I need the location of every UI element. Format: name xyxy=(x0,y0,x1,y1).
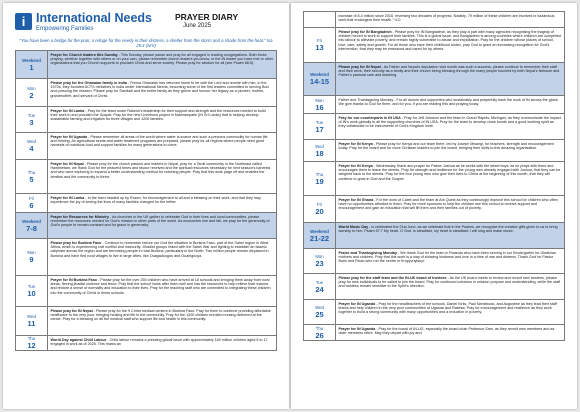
date-cell xyxy=(16,213,48,238)
day-name: Weekend xyxy=(310,228,329,234)
prayer-title: Prayer for Church leaders this Sunday xyxy=(50,52,118,57)
day-number: 16 xyxy=(315,102,324,112)
diary-row xyxy=(15,51,277,79)
day-name: Thu xyxy=(27,169,36,175)
prayer-text xyxy=(336,249,564,273)
prayer-text xyxy=(336,140,564,161)
prayer-body: - Continue to remember before our God the situation in Burkina Faso, part of the Sahel region in West Africa, which is experiencing civil conflict and insecurity. Jihadist groups linked with the Sahel War and fighting to establish an Islamic caliphate across the region and are terrorising people in rural Burkina, particularly in the North. Two million people remain displaced in Burkina and have fled rural villages to live in large cities, like Ouagadougou and Ouahigouya. xyxy=(50,240,269,258)
day-name: Weekend xyxy=(22,57,41,63)
brand-name: International Needs xyxy=(36,11,152,25)
prayer-body: - Wednesday, thank and prayer for Pastor Joshua as he works with the street boys, as he prays with them and encourages them to leave the streets. Pray for strength and resilience for the young men already engaged with Joshua, that they can be weighed back to the streets. Pray for the four young men who give their lives to Christ at the beginning of this month, that they will continue to grow in God and the Gospel. xyxy=(338,163,561,181)
diary-row xyxy=(303,300,565,325)
diary-row xyxy=(303,325,565,341)
prayer-body: - Prema Ghanaian has returned home to be with the Lord and reunite with him, in the 1970s, they founded ACTS ministries in India under International Needs, becoming some of the first leaders committed to serving Bod and pursuing the mission. Please pray for Sanibati and the entire family as they grieve and honour her legacy as a pioneer, mother, grandmother, and servant of Christ. xyxy=(50,80,269,98)
prayer-title: Pray for our counterparts in IN USA xyxy=(338,115,401,120)
prayer-body: - Child labour remains a pressing global issue with approximately 160 million children aged 5 to 17 engaged in work as of 2025. This marks an xyxy=(50,337,268,346)
diary-row xyxy=(303,96,565,114)
day-number: 6 xyxy=(29,201,34,210)
prayer-text xyxy=(336,274,564,299)
prayer-body: - Please remember all areas of the world where water is scarce and such a precious commodity for human life and thriving. As agricultural seeds and water treatment programs are prepared, please pray for all regions where people need good harvests of nutritious food and support families for many generations to come. xyxy=(50,134,268,148)
prayer-body: - As Father and Nepal's deputation visit month was such a success, please continue to remember their staff and their work, their security as a family and their church being blessing through the many people touched by both Nepal's Network and Father's pastoral care and teaching. xyxy=(338,64,560,78)
prayer-text xyxy=(336,196,564,222)
prayer-text xyxy=(336,28,564,62)
prayer-title: World Music Day xyxy=(338,224,369,229)
page-right xyxy=(291,3,577,409)
day-name: Fri xyxy=(316,202,322,207)
prayer-text xyxy=(336,114,564,139)
prayer-body: - Pray for the board of IN-UG, especially the board chair Professor Sam, as they recruit new members and as older members retire. May they depart with joy and xyxy=(338,326,555,335)
diary-row xyxy=(15,79,277,107)
prayer-body: - Please pray for the church pastors and leaders in Nepal, pray for a Tamil community in the Northeast called Hawtinetam, we thank God for the peaceful times and favour received and the spiritual resources necessary for next season's harvests and who were exploring to expand a better understanding method for reaching people. Pray that this work page off and enables the families and the community to thrive. xyxy=(50,161,271,179)
day-name: Thu xyxy=(315,325,324,331)
prayer-title: Prayer for IN Uganda xyxy=(338,301,376,306)
prayer-body: - Please pray for the over 250 children who have arrived at 18 schools and bringing them away from rural areas, fleeing jihadist violence and terror. Pray that the school looks after them well and has the resources to help relieve their trauma and restore a sense of normality and education to their lives. Pray for the teaching staff who are committed to integrating these children into the community of Christ in these schools. xyxy=(50,277,271,295)
page-title: PRAYER DIARY xyxy=(175,12,239,22)
prayer-title: Praise and Thanksgiving Monday xyxy=(338,250,397,255)
date-cell xyxy=(304,325,336,340)
diary-row xyxy=(303,114,565,140)
page-left xyxy=(3,3,289,409)
day-number: 18 xyxy=(315,148,324,158)
prayer-text xyxy=(48,79,276,106)
prayer-text xyxy=(336,325,564,340)
prayer-text xyxy=(336,12,564,27)
prayer-text xyxy=(48,307,276,335)
date-cell xyxy=(16,336,48,350)
prayer-title: Prayer for IN Burkina Faso xyxy=(50,277,98,282)
prayer-title: Prayer for IN Lanka xyxy=(50,195,85,200)
prayer-body: - In the town headed up by Rosen, for encouragement to all and a blessing on their work, and that they may experience the joy of seeing the lives of many families changed for the better. xyxy=(50,195,261,204)
date-cell xyxy=(16,276,48,306)
prayer-body: - We thank God for the team in Rwanda who have been serving in our Kindergarten for Ukrainian mothers and children. Pray that this work is a way of showing kindness and love in a time of war and distress. Thank God for Pastor Boris and Paulo who run the centre in Kropyvnytskyi. xyxy=(338,250,557,264)
prayer-title: Prayer for IN Nepal xyxy=(50,161,84,166)
prayer-title: Prayer for IN Lanka xyxy=(50,108,85,113)
diary-row xyxy=(15,107,277,133)
prayer-body: - This Sunday, please pause and pray for all engaged in leading congregations. Both those praying, whether together with others or on your own, please remember church leaders you know, or the IN leader you have met or other organisations that you Church supports to proclaim Christ and serve society. Please pray for wisdom for all (see Psalm 68:5). xyxy=(50,52,274,66)
date-cell xyxy=(16,194,48,212)
day-name: Weekend xyxy=(22,218,41,224)
prayer-body: - Please pray for IN Bangladesh, as they play a part with many agencies recognising the tragedy of children forced to work to support their families. This is a global issue, and Bangladesh is among countries where children are compelled into labour to alleviate poverty, and remain highly vulnerable to abuse and exploitation. Pray for the children whose places of school, love, care, safety and growth. For all those who have their childhood stolen, pray God to grant an increasing recognition for God's intervention, that they may be embraced and cared for by others. xyxy=(338,29,561,51)
day-name: Thu xyxy=(27,336,36,341)
brand-tagline: Empowering Families xyxy=(36,26,94,32)
date-cell xyxy=(16,51,48,78)
prayer-body: - Pray for Jeff Johnson and the team in Grand Rapids, Michigan, as they communicate the impact of IN's work globally to all the supporting churches of IN USA. Pray for the team to develop close bonds and a good working spirit as they collaborate to be instruments of God's Kingdom work. xyxy=(338,115,561,129)
day-number: 14-15 xyxy=(309,77,330,86)
diary-row xyxy=(303,63,565,96)
prayer-text xyxy=(48,107,276,132)
day-number: 2 xyxy=(29,90,34,100)
prayer-body: - Pray for the team under Rakesh's leadership for their support and strength and the resources needed to build their work in and proclaim the Gospel. Pray for the new Livelihood project in Mannampalle (IN Sri Lanka) that is helping develop sustainable farming and irrigation for three villages and 1200 families. xyxy=(50,108,266,122)
diary-row xyxy=(15,133,277,160)
date-cell xyxy=(304,249,336,273)
page-date: June 2025 xyxy=(183,23,212,29)
prayer-title: Please pray for the staff team and the IN-UK board of trustees xyxy=(338,275,447,280)
day-name: Tue xyxy=(315,119,324,125)
day-number: 24 xyxy=(315,284,324,294)
diary-row xyxy=(15,160,277,194)
diary-row xyxy=(15,194,277,213)
diary-row xyxy=(303,223,565,249)
date-cell xyxy=(304,140,336,161)
date-cell xyxy=(304,274,336,299)
prayer-text xyxy=(48,213,276,238)
prayer-title: Prayer for IN Kenya xyxy=(338,141,373,146)
diary-row xyxy=(303,249,565,274)
day-name: Tue xyxy=(27,112,36,118)
prayer-body: - Pray for the headteachers of the schools, Daniel Kirks, Paul Namiboolo, and Augustine as they lead their staff teams and help children in the very poor communities of Uganda and Rakesa. Pray for encouragement and resilience as they work together to build a strong community with many opportunities and a reduction in poverty. xyxy=(338,301,557,315)
date-cell xyxy=(16,307,48,335)
day-number: 11 xyxy=(27,319,36,328)
prayer-body: - For the work of Caleb and the team at Ark Quest as they continuingly improve this school for children who often have no opportunities afforded to them. Pray for more sponsors to help the children see this school to receive support and encouragement and gain an education that will lift them and their families out of poverty. xyxy=(338,197,558,211)
prayer-text xyxy=(48,133,276,159)
header xyxy=(15,11,277,35)
prayer-title: Prayer for IN Uganda xyxy=(338,326,376,331)
day-number: 13 xyxy=(315,43,324,52)
day-name: Fri xyxy=(28,196,34,201)
date-cell xyxy=(304,28,336,62)
prayer-body: increase of 8.4 million since 2016, reversing two decades of progress. Notably, 79 million of these children are involved in hazardous work that endangers their health." ILO xyxy=(338,13,555,22)
prayer-text xyxy=(336,96,564,113)
logo-icon: i xyxy=(15,13,32,30)
prayer-text xyxy=(48,276,276,306)
day-number: 21-22 xyxy=(309,233,330,243)
prayer-text xyxy=(48,51,276,78)
diary-row xyxy=(303,140,565,162)
day-name: Tue xyxy=(27,284,36,289)
date-cell xyxy=(16,133,48,159)
day-name: Wed xyxy=(27,139,36,144)
date-cell xyxy=(304,63,336,95)
prayer-table-right xyxy=(303,11,565,341)
day-number: 4 xyxy=(29,144,34,153)
prayer-text xyxy=(336,300,564,324)
diary-row xyxy=(303,274,565,300)
day-number: 25 xyxy=(315,310,324,319)
day-name: Wed xyxy=(315,143,324,149)
day-name: Thu xyxy=(315,171,324,177)
day-number: 23 xyxy=(315,259,324,268)
date-cell xyxy=(304,196,336,222)
day-name: Fri xyxy=(316,38,322,43)
date-cell xyxy=(304,114,336,139)
day-number: 10 xyxy=(27,289,36,298)
date-cell xyxy=(304,96,336,113)
date-cell xyxy=(16,79,48,106)
diary-row xyxy=(303,28,565,63)
day-name: Tue xyxy=(315,279,324,285)
day-name: Wed xyxy=(315,305,324,310)
prayer-body: - Please pray for the 9 Christ medical centers in Burkina Faso: Pray for them to continue providing affordable healthcare to the very poor, bringing healing and life to the community. Pray for the 1300 children enrolled nursing delivered at the center. Pray for a blessing on all the medical staff who support life and health in this community. xyxy=(50,308,271,322)
scripture-quote: "You have been a bridge for the poor, a refuge for the needy in their distress, a shelter from the storm and a shade from the heat." Isa 25:4 (NIV) xyxy=(19,38,273,48)
day-number: 3 xyxy=(29,117,34,127)
diary-row xyxy=(15,239,277,276)
date-cell xyxy=(304,162,336,195)
prayer-table-left xyxy=(15,50,277,351)
day-name: Mon xyxy=(27,250,36,255)
prayer-body: - Please pray for Kenya and our team there, led by Joseph Mwangi, for teachers, strength and encouragement today. Pray for the board and for more Christian leaders to join the board, bringing their skills to this amazing organisation. xyxy=(338,141,554,150)
day-number: 5 xyxy=(29,174,34,184)
prayer-body: - is celebrated the 21st June, as we celebrate that in the Psalms, we recognise the creative gifts given to us to bring worship to him. Psalm 57:7 My heart, O God, is steadfast, my heart is steadfast; I will sing and make music. xyxy=(338,224,558,233)
prayer-text xyxy=(48,239,276,275)
day-name: Mon xyxy=(315,97,324,103)
day-number: 17 xyxy=(315,124,324,134)
day-number: 12 xyxy=(27,341,36,350)
prayer-title: Prayer for IN Ghana xyxy=(338,197,374,202)
prayer-text xyxy=(336,223,564,248)
prayer-title: Please pray for Burkina Faso xyxy=(50,240,102,245)
diary-row xyxy=(15,336,277,351)
date-cell xyxy=(304,223,336,248)
day-number: 19 xyxy=(315,176,324,186)
prayer-title: World Day against Child Labour xyxy=(50,337,107,342)
prayer-title: Prayer for Resources for Ministry xyxy=(50,214,109,219)
day-name: Weekend xyxy=(310,72,329,77)
prayer-title: Please pray for IN Nepal xyxy=(338,64,381,69)
day-number: 20 xyxy=(315,207,324,216)
day-name: Mon xyxy=(315,254,324,259)
day-name: Mon xyxy=(27,85,36,91)
prayer-body: - As churches in the UK gather to celebrate God in their lives and local communities, please remember the resources needed for God's mission in other parts of the world. As economies rise and fall, we pray for the generosity of God's people to remain constant and for grace in generosity. xyxy=(50,214,270,228)
diary-row xyxy=(15,307,277,336)
prayer-text xyxy=(336,162,564,195)
diary-row xyxy=(303,196,565,223)
date-cell xyxy=(304,300,336,324)
prayer-body: Father and Thanksgiving Monday - For all donors and supporters who sustainably and prayerfully back the work of IN across the globe. We give thanks to God for them, and for you, if you are reading this and praying today. xyxy=(338,97,559,106)
prayer-body: - As the UK board meets to review and recruit new trustees, please pray for new individuals to be called to join the board. Pray for continued cohesion in mission purpose and understanding, while the staff and trustees remain sensitive to the Spirit's direction. xyxy=(338,275,561,289)
prayer-text xyxy=(48,160,276,193)
date-cell xyxy=(16,160,48,193)
prayer-title: Prayer for IN Kenya xyxy=(338,163,373,168)
day-number: 1 xyxy=(29,62,34,72)
date-cell xyxy=(304,12,336,27)
diary-row xyxy=(15,276,277,307)
date-cell xyxy=(16,239,48,275)
diary-row xyxy=(303,12,565,28)
day-name: Wed xyxy=(27,314,36,319)
prayer-text xyxy=(48,194,276,212)
day-number: 9 xyxy=(29,255,34,264)
prayer-title: Please pray for the Ghanaian family in India xyxy=(50,80,127,85)
prayer-title: Please pray for IN Bangladesh xyxy=(338,29,392,34)
prayer-text xyxy=(336,63,564,95)
date-cell xyxy=(16,107,48,132)
diary-row xyxy=(15,213,277,239)
prayer-title: Prayer for IN Uganda xyxy=(50,134,88,139)
day-number: 7-8 xyxy=(26,223,37,233)
diary-row xyxy=(303,162,565,196)
prayer-text xyxy=(48,336,276,350)
prayer-title: Please pray for IN Nepal xyxy=(50,308,93,313)
day-number: 26 xyxy=(315,330,324,340)
